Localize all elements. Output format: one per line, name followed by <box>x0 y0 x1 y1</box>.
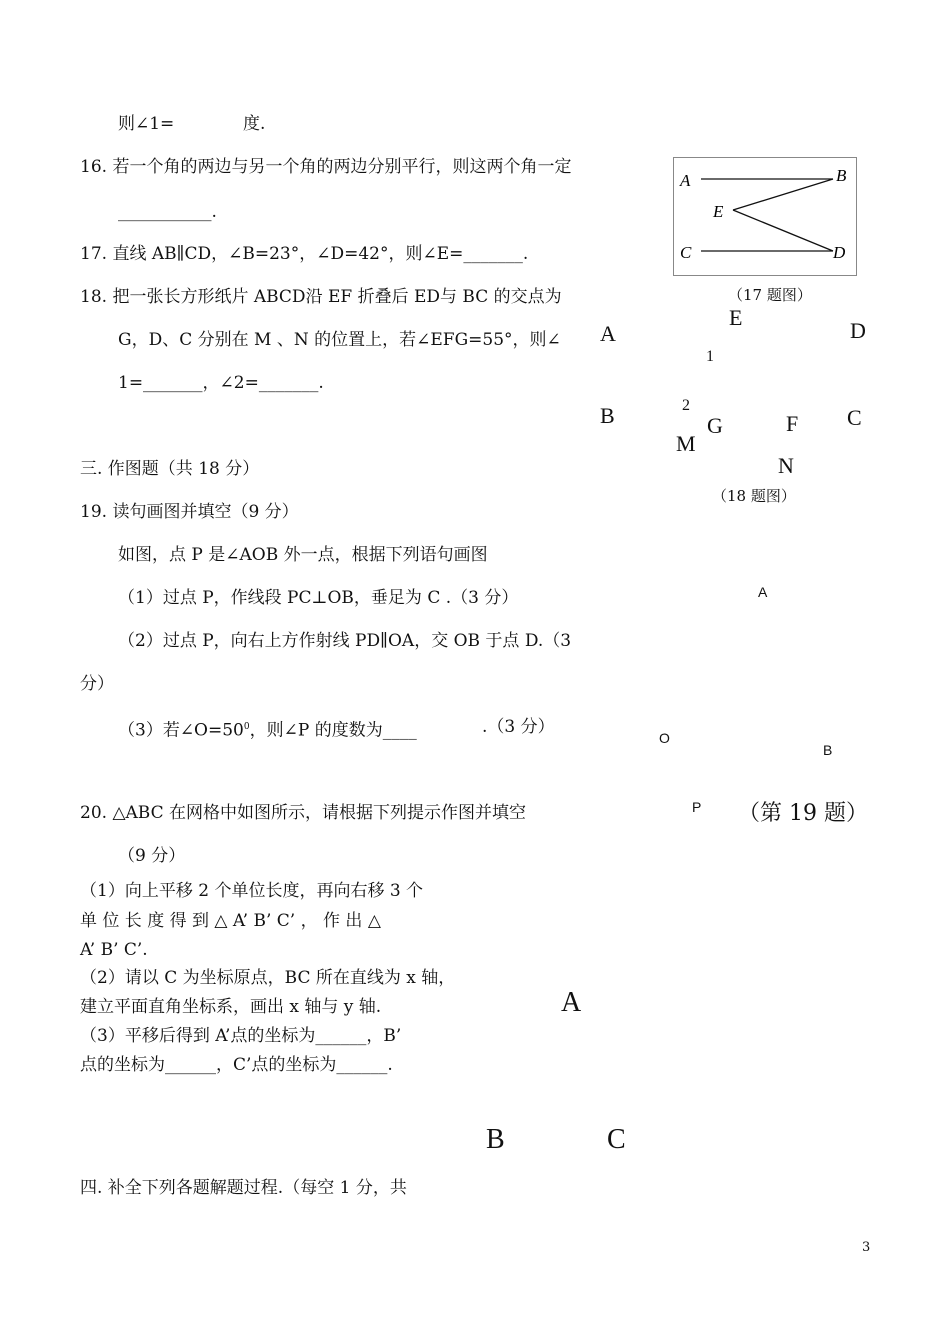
q20-part1-line3: A’ B’ C’. <box>80 940 148 960</box>
fig20-label-b: B <box>486 1124 505 1155</box>
page-number: 3 <box>862 1240 871 1255</box>
q20-part3-line1: （3）平移后得到 A’点的坐标为______，B’ <box>80 1026 402 1046</box>
q17-text: 17. 直线 AB∥CD，∠B=23°，∠D=42°，则∠E=_______. <box>80 244 529 264</box>
q19-part3-a: （3）若∠O=50 <box>118 720 244 741</box>
q18-line3: 1=_______，∠2=_______. <box>118 373 324 393</box>
q19-part2-tail: 分） <box>80 674 114 694</box>
fig17-label-d: D <box>833 243 846 262</box>
figure-19-caption: （第 19 题） <box>738 801 868 826</box>
q20-part1-line2: 单 位 长 度 得 到 △ A’ B’ C’ ， 作 出 △ <box>80 911 381 931</box>
fig18-label-g: G <box>707 413 723 438</box>
q18-line2: G，D、C 分别在 M 、N 的位置上，若∠EFG=55°，则∠ <box>118 330 561 350</box>
figure-17 <box>673 157 857 276</box>
fig18-label-f: F <box>786 411 799 436</box>
fig19-label-p: P <box>692 799 702 815</box>
q20-heading: 20. △ABC 在网格中如图所示，请根据下列提示作图并填空 <box>80 803 527 823</box>
section-3-heading: 三. 作图题（共 18 分） <box>80 459 260 479</box>
degree-mark: 0 <box>243 722 250 732</box>
fig17-label-a: A <box>680 171 691 190</box>
fig18-label-b: B <box>600 403 615 428</box>
figure-18-caption: （18 题图） <box>712 487 796 505</box>
fig18-label-angle1: 1 <box>706 348 714 365</box>
q19-part3-b: ，则∠P 的度数为____ <box>249 720 417 741</box>
figure-17-frame <box>674 158 857 276</box>
fig18-label-a: A <box>600 321 616 346</box>
fig19-label-o: O <box>659 730 670 746</box>
fig18-label-d: D <box>850 318 866 343</box>
q20-part3-line2: 点的坐标为______，C’点的坐标为______. <box>80 1055 393 1075</box>
fig20-label-c: C <box>607 1124 626 1155</box>
section-4-heading: 四. 补全下列各题解题过程.（每空 1 分，共 <box>80 1178 407 1198</box>
q15-tail-right: 度. <box>243 114 266 134</box>
q16-line1: 16. 若一个角的两边与另一个角的两边分别平行，则这两个角一定 <box>80 157 572 177</box>
figure-17-caption: （17 题图） <box>728 286 812 304</box>
q19-part3-score: .（3 分） <box>482 717 555 737</box>
fig17-label-b: B <box>836 166 847 185</box>
fig17-label-c: C <box>680 243 692 262</box>
q19-part2: （2）过点 P，向右上方作射线 PD∥OA，交 OB 于点 D.（3 <box>118 631 572 651</box>
q18-line1: 18. 把一张长方形纸片 ABCD沿 EF 折叠后 ED与 BC 的交点为 <box>80 287 562 307</box>
fig18-label-n: N <box>778 453 794 478</box>
fig20-label-a: A <box>561 987 582 1018</box>
q15-tail-left: 则∠1= <box>118 114 175 134</box>
fig18-label-e: E <box>729 305 743 330</box>
q20-score: （9 分） <box>118 846 186 866</box>
q19-part3 <box>118 716 417 742</box>
q19-heading: 19. 读句画图并填空（9 分） <box>80 502 299 522</box>
fig17-label-e: E <box>713 202 724 221</box>
q20-part2-line1: （2）请以 C 为坐标原点，BC 所在直线为 x 轴， <box>80 968 456 988</box>
fig18-label-m: M <box>676 431 696 456</box>
q20-part2-line2: 建立平面直角坐标系，画出 x 轴与 y 轴. <box>80 997 382 1017</box>
fig19-label-a: A <box>758 584 768 600</box>
q19-intro: 如图，点 P 是∠AOB 外一点，根据下列语句画图 <box>118 545 488 565</box>
fig18-label-angle2: 2 <box>682 397 690 414</box>
fig18-label-c: C <box>847 405 862 430</box>
fig19-label-b: B <box>823 742 833 758</box>
q16-line2: ___________. <box>118 202 217 222</box>
q19-part1: （1）过点 P，作线段 PC⊥OB，垂足为 C .（3 分） <box>118 588 519 608</box>
q20-part1-line1: （1）向上平移 2 个单位长度，再向右移 3 个 <box>80 881 424 901</box>
